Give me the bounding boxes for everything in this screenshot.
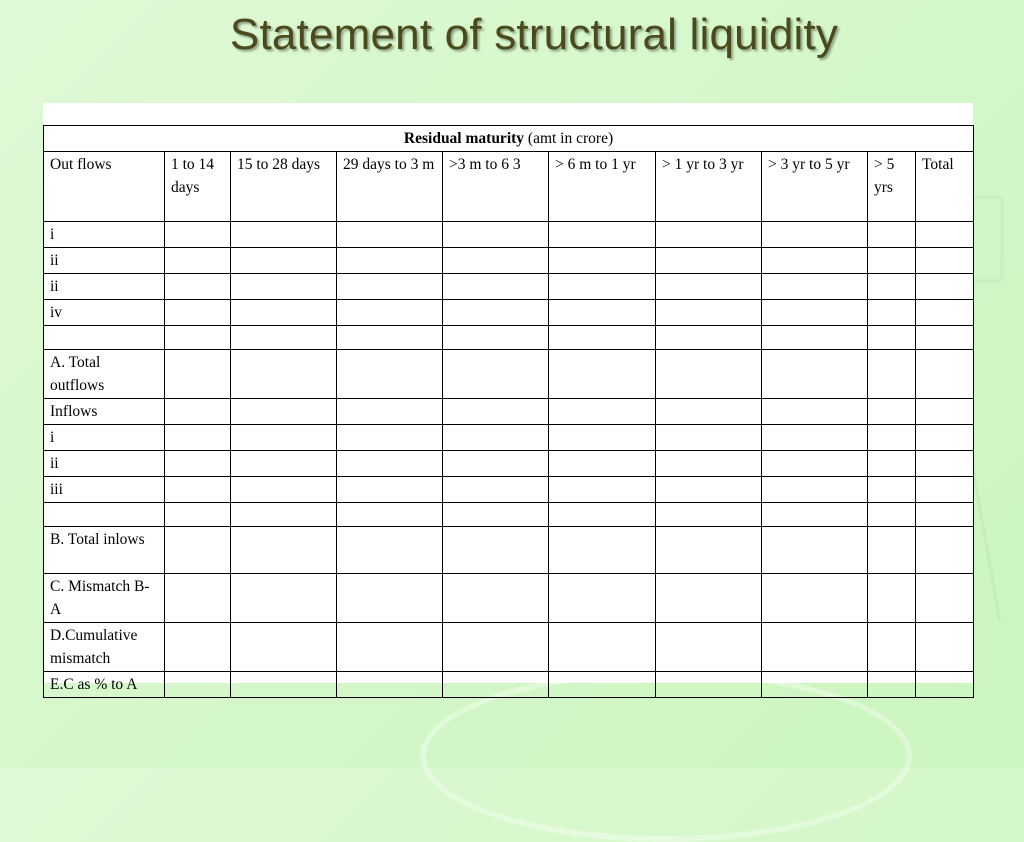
table-cell <box>231 399 337 425</box>
table-cell <box>868 451 916 477</box>
row-label <box>44 326 165 350</box>
table-cell <box>762 451 868 477</box>
row-label <box>44 503 165 527</box>
column-header: > 5 yrs <box>868 152 916 222</box>
table-cell <box>231 527 337 574</box>
table-cell <box>443 527 549 574</box>
column-header: Out flows <box>44 152 165 222</box>
table-cell <box>549 503 656 527</box>
header-bold-label: Residual maturity <box>403 130 525 147</box>
table-cell <box>337 248 443 274</box>
table-cell <box>656 399 762 425</box>
table-cell <box>656 527 762 574</box>
column-header: > 1 yr to 3 yr <box>656 152 762 222</box>
table-cell <box>337 425 443 451</box>
table-cell <box>231 222 337 248</box>
table-cell <box>337 326 443 350</box>
table-row <box>44 672 974 698</box>
table-cell <box>916 222 974 248</box>
column-header: 1 to 14 days <box>165 152 231 222</box>
table-cell <box>762 425 868 451</box>
table-cell <box>231 477 337 503</box>
table-cell <box>656 451 762 477</box>
table-cell <box>656 274 762 300</box>
table-cell <box>231 623 337 672</box>
table-cell <box>656 350 762 399</box>
table-cell <box>868 527 916 574</box>
table-cell <box>231 326 337 350</box>
table-cell <box>868 503 916 527</box>
table-cell <box>443 477 549 503</box>
row-label: A. Total outflows <box>44 350 165 399</box>
table-cell <box>916 623 974 672</box>
table-cell <box>337 451 443 477</box>
table-cell <box>868 300 916 326</box>
table-row <box>44 300 974 326</box>
table-cell <box>762 477 868 503</box>
table-cell <box>549 274 656 300</box>
table-cell <box>165 399 231 425</box>
table-cell <box>916 248 974 274</box>
table-cell <box>656 425 762 451</box>
table-cell <box>656 248 762 274</box>
table-cell <box>337 350 443 399</box>
table-cell <box>762 248 868 274</box>
column-header: > 6 m to 1 yr <box>549 152 656 222</box>
table-row <box>44 477 974 503</box>
table-cell <box>549 477 656 503</box>
table-row <box>44 527 974 574</box>
table-cell <box>165 222 231 248</box>
table-cell <box>165 350 231 399</box>
table-cell <box>916 326 974 350</box>
table-cell <box>656 477 762 503</box>
table-cell <box>443 672 549 698</box>
table-cell <box>762 350 868 399</box>
table-cell <box>916 274 974 300</box>
table-cell <box>762 623 868 672</box>
table-cell <box>337 300 443 326</box>
table-cell <box>656 326 762 350</box>
table-cell <box>762 527 868 574</box>
table-cell <box>165 623 231 672</box>
table-cell <box>762 574 868 623</box>
table-cell <box>656 222 762 248</box>
table-cell <box>337 623 443 672</box>
table-cell <box>231 248 337 274</box>
table-cell <box>762 672 868 698</box>
table-row <box>44 623 974 672</box>
table-cell <box>656 300 762 326</box>
table-cell <box>656 672 762 698</box>
table-cell <box>549 527 656 574</box>
table-cell <box>868 425 916 451</box>
table-cell <box>165 451 231 477</box>
table-cell <box>916 477 974 503</box>
row-label: i <box>44 222 165 248</box>
table-cell <box>443 399 549 425</box>
table-cell <box>549 222 656 248</box>
row-label: E.C as % to A <box>44 672 165 698</box>
table-cell <box>549 451 656 477</box>
table-cell <box>868 350 916 399</box>
table-cell <box>549 425 656 451</box>
table-cell <box>443 350 549 399</box>
table-header-row <box>44 126 974 152</box>
table-cell <box>337 274 443 300</box>
table-cell <box>337 399 443 425</box>
table-cell <box>762 274 868 300</box>
table-cell <box>443 222 549 248</box>
table-cell <box>165 274 231 300</box>
table-cell <box>549 399 656 425</box>
table-panel <box>43 103 973 693</box>
table-cell <box>443 425 549 451</box>
table-cell <box>549 300 656 326</box>
table-cell <box>549 248 656 274</box>
table-cell <box>337 672 443 698</box>
table-cell <box>443 300 549 326</box>
table-cell <box>762 503 868 527</box>
table-row <box>44 326 974 350</box>
table-cell <box>231 503 337 527</box>
table-cell <box>443 451 549 477</box>
table-row <box>44 350 974 399</box>
table-cell <box>549 326 656 350</box>
table-row <box>44 503 974 527</box>
table-cell <box>868 574 916 623</box>
table-cell <box>868 672 916 698</box>
table-cell <box>916 350 974 399</box>
table-cell <box>337 503 443 527</box>
table-cell <box>443 274 549 300</box>
row-label: iii <box>44 477 165 503</box>
table-cell <box>656 503 762 527</box>
slide-title: Statement of structural liquidity <box>229 10 839 59</box>
table-cell <box>165 248 231 274</box>
table-cell <box>916 399 974 425</box>
table-cell <box>549 623 656 672</box>
row-label: B. Total inlows <box>44 527 165 574</box>
table-cell <box>916 672 974 698</box>
table-cell <box>231 350 337 399</box>
table-cell <box>762 399 868 425</box>
table-cell <box>443 574 549 623</box>
liquidity-table <box>43 125 974 698</box>
row-label: ii <box>44 248 165 274</box>
table-header-cell <box>44 126 974 152</box>
table-row <box>44 451 974 477</box>
table-cell <box>868 222 916 248</box>
table-cell <box>916 527 974 574</box>
table-cell <box>549 672 656 698</box>
table-cell <box>337 222 443 248</box>
table-row <box>44 274 974 300</box>
table-row <box>44 425 974 451</box>
table-cell <box>916 300 974 326</box>
table-cell <box>231 574 337 623</box>
table-cell <box>762 222 868 248</box>
column-header: > 3 yr to 5 yr <box>762 152 868 222</box>
table-cell <box>165 672 231 698</box>
table-row <box>44 399 974 425</box>
table-cell <box>165 527 231 574</box>
table-cell <box>165 326 231 350</box>
table-cell <box>916 451 974 477</box>
table-cell <box>337 477 443 503</box>
table-cell <box>443 248 549 274</box>
table-cell <box>868 477 916 503</box>
table-cell <box>443 623 549 672</box>
table-row <box>44 574 974 623</box>
table-cell <box>762 326 868 350</box>
table-cell <box>916 425 974 451</box>
table-cell <box>165 300 231 326</box>
table-cell <box>165 425 231 451</box>
table-cell <box>868 399 916 425</box>
table-cell <box>656 623 762 672</box>
table-cell <box>443 326 549 350</box>
table-cell <box>337 574 443 623</box>
table-cell <box>165 503 231 527</box>
header-unit-label: (amt in crore) <box>524 130 614 147</box>
row-label: iv <box>44 300 165 326</box>
column-header: 15 to 28 days <box>231 152 337 222</box>
row-label: D.Cumulative mismatch <box>44 623 165 672</box>
table-cell <box>656 574 762 623</box>
table-cell <box>549 350 656 399</box>
table-cell <box>868 274 916 300</box>
table-cell <box>231 672 337 698</box>
table-cell <box>165 477 231 503</box>
decorative-stand <box>970 195 1004 283</box>
row-label: i <box>44 425 165 451</box>
table-cell <box>165 574 231 623</box>
table-cell <box>916 503 974 527</box>
table-cell <box>231 451 337 477</box>
table-row <box>44 222 974 248</box>
table-cell <box>231 425 337 451</box>
row-label: ii <box>44 451 165 477</box>
table-cell <box>231 274 337 300</box>
table-cell <box>337 527 443 574</box>
row-label: C. Mismatch B-A <box>44 574 165 623</box>
row-label: ii <box>44 274 165 300</box>
table-cell <box>868 248 916 274</box>
column-header-row <box>44 152 974 222</box>
table-cell <box>443 503 549 527</box>
column-header: >3 m to 6 3 <box>443 152 549 222</box>
table-row <box>44 248 974 274</box>
table-cell <box>231 300 337 326</box>
table-cell <box>868 623 916 672</box>
row-label: Inflows <box>44 399 165 425</box>
table-cell <box>762 300 868 326</box>
table-cell <box>916 574 974 623</box>
table-cell <box>549 574 656 623</box>
column-header: Total <box>916 152 974 222</box>
table-cell <box>868 326 916 350</box>
column-header: 29 days to 3 m <box>337 152 443 222</box>
